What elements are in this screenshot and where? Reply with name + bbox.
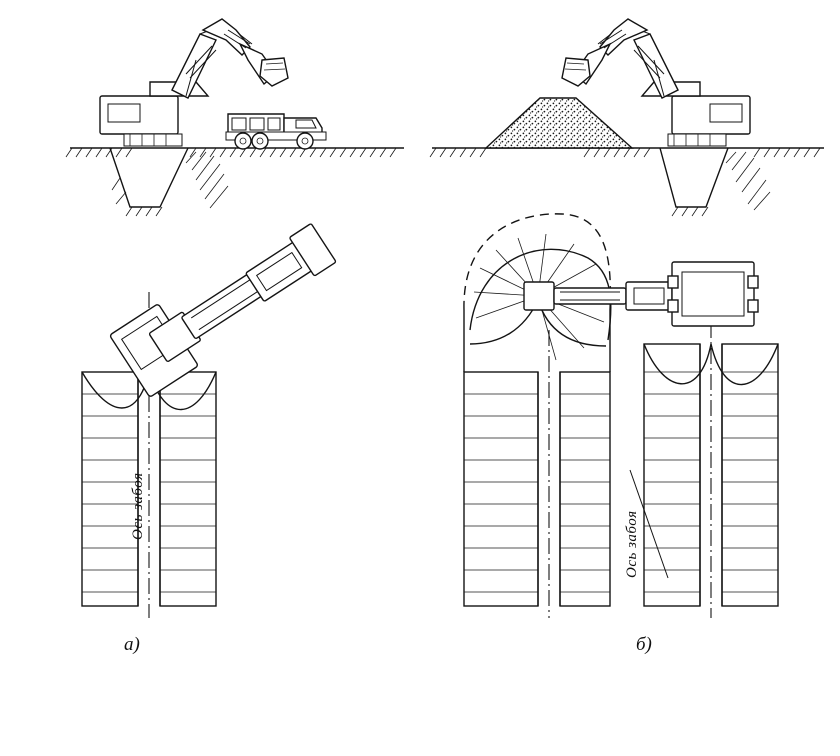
excavator-plan-a	[109, 210, 342, 397]
ground-line-b	[430, 148, 824, 157]
excavator-plan-b	[524, 282, 672, 310]
trench-section-b	[660, 148, 770, 216]
trench-section-a	[110, 148, 228, 216]
axis-label-b: Ось забоя	[624, 510, 640, 578]
dump-truck-plan-b	[668, 262, 758, 326]
panel-a-plan-view	[82, 210, 343, 618]
trench-plan-b	[464, 330, 610, 618]
dump-truck-a	[226, 114, 326, 149]
ground-line-a	[66, 148, 404, 157]
panel-b-section-view	[430, 19, 824, 216]
spoil-pile-b	[486, 98, 632, 148]
caption-panel-b: б)	[636, 634, 652, 655]
axis-label-a: Ось забоя	[130, 472, 146, 540]
caption-panel-a: а)	[124, 634, 140, 655]
panel-a-section-view	[66, 19, 404, 216]
trench-plan-b-right	[624, 322, 778, 618]
panel-b-plan-view	[464, 214, 778, 618]
